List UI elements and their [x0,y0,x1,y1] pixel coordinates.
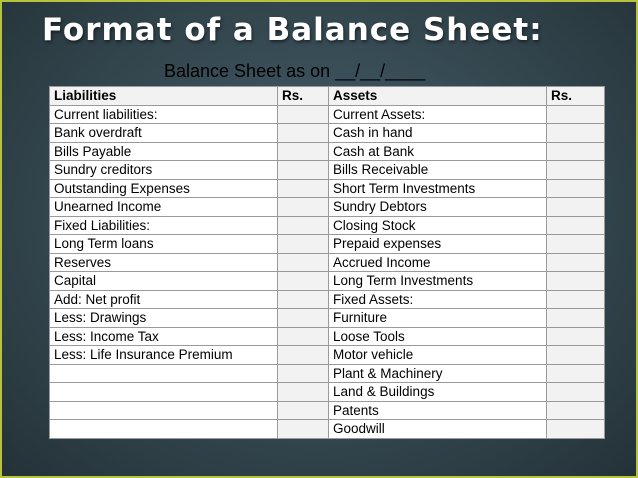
asset-cell: Land & Buildings [329,383,547,402]
liability-amount-cell [278,401,329,420]
asset-amount-cell [547,161,605,180]
table-row [50,216,605,235]
table-row [50,105,605,124]
slide-title: Format of a Balance Sheet: [42,12,543,48]
liability-amount-cell [278,216,329,235]
header-liabilities-amount: Rs. [278,87,329,106]
header-liabilities: Liabilities [50,87,278,106]
asset-amount-cell [547,420,605,439]
liability-cell: Sundry creditors [50,161,278,180]
balance-sheet-heading: Balance Sheet as on __/__/____ [164,61,426,81]
asset-amount-cell [547,383,605,402]
asset-cell: Furniture [329,309,547,328]
asset-amount-cell [547,401,605,420]
asset-amount-cell [547,290,605,309]
liability-cell: Bank overdraft [50,124,278,143]
table-row [50,309,605,328]
liability-cell [50,364,278,383]
table-row [50,198,605,217]
liability-amount-cell [278,290,329,309]
liability-cell: Add: Net profit [50,290,278,309]
asset-cell: Closing Stock [329,216,547,235]
table-row [50,383,605,402]
asset-cell: Loose Tools [329,327,547,346]
liability-amount-cell [278,364,329,383]
liability-cell [50,383,278,402]
asset-cell: Cash in hand [329,124,547,143]
table-row [50,327,605,346]
asset-amount-cell [547,309,605,328]
asset-amount-cell [547,179,605,198]
liability-cell [50,401,278,420]
liability-cell: Fixed Liabilities: [50,216,278,235]
asset-cell: Sundry Debtors [329,198,547,217]
asset-amount-cell [547,327,605,346]
liability-amount-cell [278,253,329,272]
table-row [50,420,605,439]
liability-cell: Less: Life Insurance Premium [50,346,278,365]
liability-cell: Long Term loans [50,235,278,254]
liability-amount-cell [278,309,329,328]
asset-amount-cell [547,216,605,235]
asset-cell: Short Term Investments [329,179,547,198]
table-row [50,272,605,291]
table-row [50,253,605,272]
balance-sheet-body [50,105,605,438]
header-assets: Assets [329,87,547,106]
liability-amount-cell [278,179,329,198]
balance-sheet-table [49,86,605,439]
table-row [50,364,605,383]
asset-amount-cell [547,364,605,383]
liability-cell: Reserves [50,253,278,272]
liability-cell: Bills Payable [50,142,278,161]
asset-amount-cell [547,105,605,124]
asset-amount-cell [547,142,605,161]
table-row [50,161,605,180]
liability-amount-cell [278,327,329,346]
liability-amount-cell [278,272,329,291]
liability-amount-cell [278,235,329,254]
liability-amount-cell [278,142,329,161]
asset-amount-cell [547,198,605,217]
table-row [50,179,605,198]
asset-cell: Current Assets: [329,105,547,124]
asset-cell: Cash at Bank [329,142,547,161]
liability-amount-cell [278,105,329,124]
liability-amount-cell [278,346,329,365]
liability-amount-cell [278,198,329,217]
liability-amount-cell [278,420,329,439]
table-row [50,346,605,365]
liability-cell: Less: Drawings [50,309,278,328]
asset-amount-cell [547,124,605,143]
liability-cell: Outstanding Expenses [50,179,278,198]
liability-amount-cell [278,161,329,180]
liability-cell: Unearned Income [50,198,278,217]
liability-cell: Current liabilities: [50,105,278,124]
asset-amount-cell [547,272,605,291]
table-row [50,235,605,254]
liability-cell: Less: Income Tax [50,327,278,346]
asset-cell: Accrued Income [329,253,547,272]
liability-amount-cell [278,124,329,143]
asset-cell: Bills Receivable [329,161,547,180]
asset-cell: Long Term Investments [329,272,547,291]
asset-cell: Plant & Machinery [329,364,547,383]
asset-amount-cell [547,235,605,254]
asset-cell: Fixed Assets: [329,290,547,309]
asset-cell: Patents [329,401,547,420]
asset-amount-cell [547,346,605,365]
table-header-row [50,87,605,106]
asset-cell: Prepaid expenses [329,235,547,254]
table-row [50,290,605,309]
liability-cell [50,420,278,439]
asset-cell: Goodwill [329,420,547,439]
asset-cell: Motor vehicle [329,346,547,365]
liability-amount-cell [278,383,329,402]
table-row [50,142,605,161]
table-row [50,401,605,420]
header-assets-amount: Rs. [547,87,605,106]
asset-amount-cell [547,253,605,272]
table-row [50,124,605,143]
liability-cell: Capital [50,272,278,291]
